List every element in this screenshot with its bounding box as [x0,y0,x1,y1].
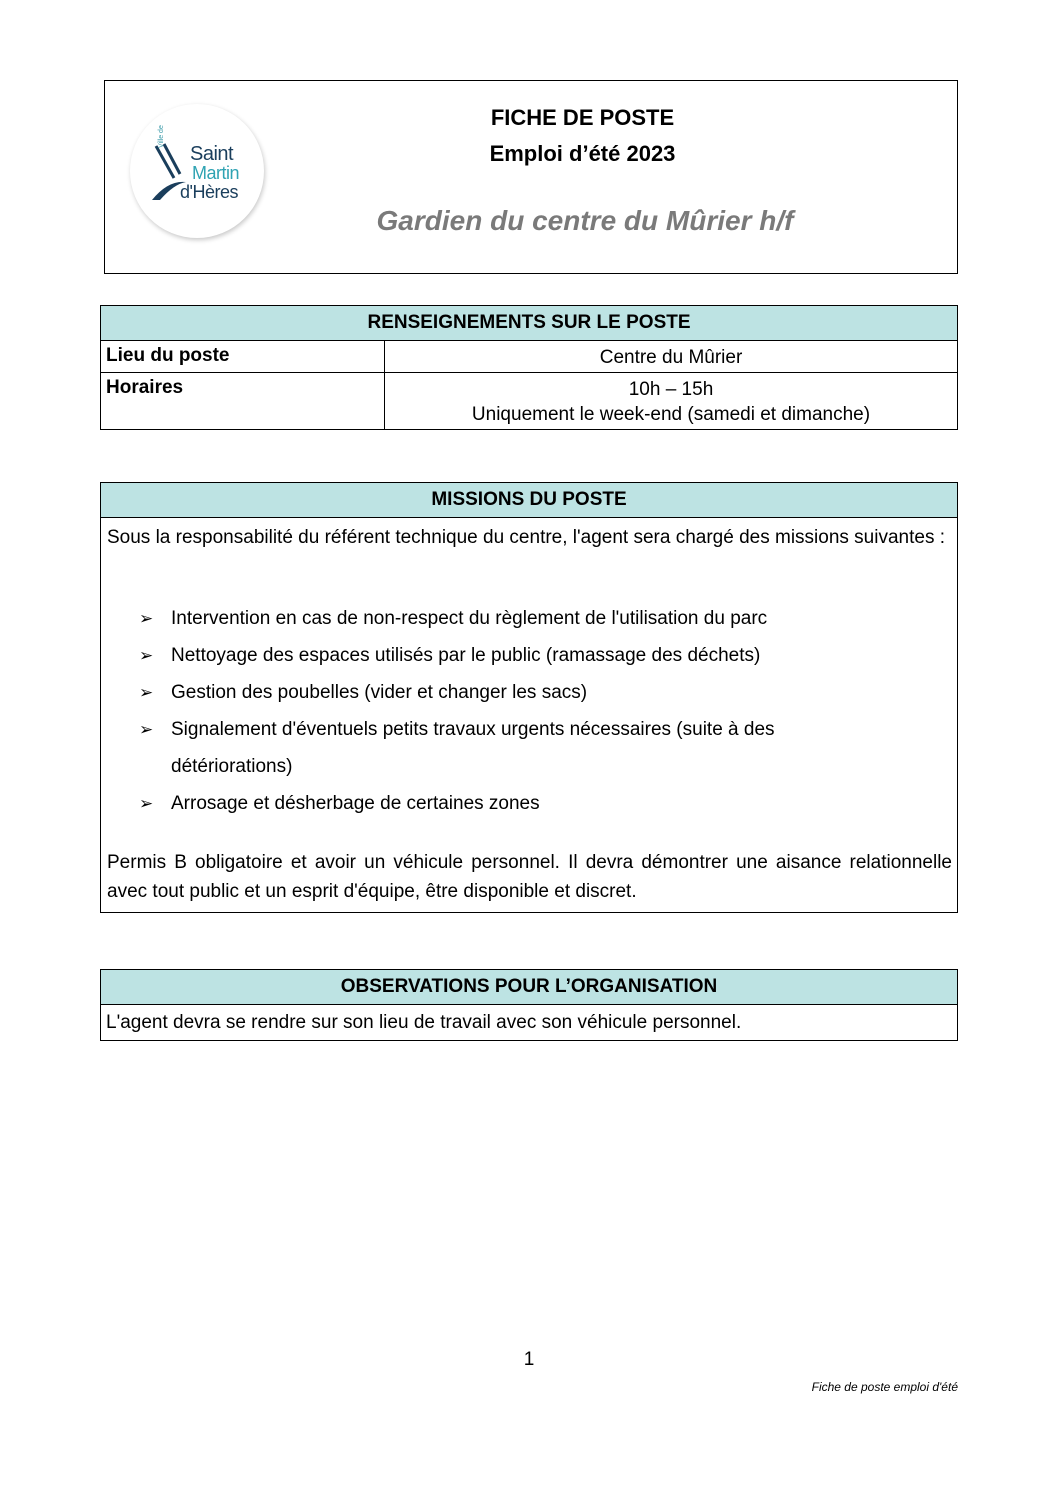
observations-heading: OBSERVATIONS POUR L’ORGANISATION [101,970,957,1005]
footer-text: Fiche de poste emploi d'été [811,1380,958,1394]
horaires-label: Horaires [101,373,385,430]
arrow-bullet-icon: ➢ [139,794,154,813]
logo-heres-text: d'Hères [180,182,238,202]
lieu-value-line: Centre du Mûrier [599,347,743,368]
document-title: FICHE DE POSTE [490,105,675,130]
missions-list [107,600,952,822]
list-item [107,600,952,637]
list-item [107,637,952,674]
logo-martin-text: Martin [192,163,240,183]
list-item [107,785,952,822]
mission-text: Intervention en cas de non-respect du règlement de l'utilisation du parc [171,608,768,629]
mission-text: Signalement d'éventuels petits travaux urgents nécessaires (suite à des détériorations) [171,719,775,777]
page-number: 1 [523,1349,535,1370]
mission-text: Gestion des poubelles (vider et changer les sacs) [171,682,588,703]
logo-ville-text: Ville de [158,125,165,148]
renseignements-heading: RENSEIGNEMENTS SUR LE POSTE [101,306,957,341]
table-row [101,373,957,430]
observations-text: L'agent devra se rendre sur son lieu de travail avec son véhicule personnel. [106,1012,742,1033]
table-row [101,341,957,373]
missions-section [100,482,958,913]
missions-heading: MISSIONS DU POSTE [101,483,957,518]
job-title: Gardien du centre du Mûrier h/f [376,205,794,236]
renseignements-table [101,341,957,429]
renseignements-section [100,305,958,430]
arrow-bullet-icon: ➢ [139,646,154,665]
missions-closing: Permis B obligatoire et avoir un véhicule personnel. Il devra démontrer une aisance relationnelle avec tout public et un esprit d'équipe, être disponible et discret. [107,852,952,902]
arrow-bullet-icon: ➢ [139,720,154,739]
missions-body [101,518,957,912]
horaires-hours: 10h – 15h [628,379,714,400]
logo-saint-text: Saint [190,143,234,165]
mission-text: Arrosage et désherbage de certaines zones [171,793,540,814]
horaires-value [385,373,958,430]
missions-intro: Sous la responsabilité du référent technique du centre, l'agent sera chargé des missions suivantes : [107,527,946,548]
document-subtitle: Emploi d’été 2023 [489,141,676,166]
lieu-value [385,341,958,373]
list-item [107,674,952,711]
lieu-label: Lieu du poste [101,341,385,373]
arrow-bullet-icon: ➢ [139,683,154,702]
mission-text: Nettoyage des espaces utilisés par le public (ramassage des déchets) [171,645,761,666]
list-item [107,711,831,785]
city-logo [130,104,264,238]
horaires-days: Uniquement le week-end (samedi et dimanche) [471,404,871,425]
arrow-bullet-icon: ➢ [139,609,154,628]
observations-section [100,969,958,1041]
